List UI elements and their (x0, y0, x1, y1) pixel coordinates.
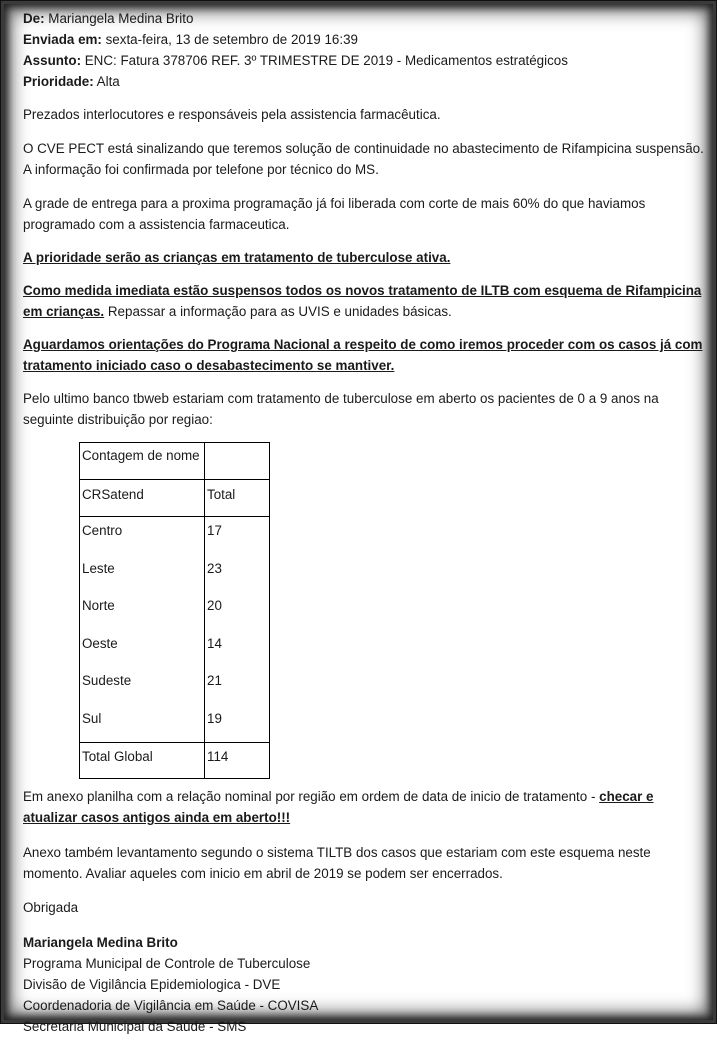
total-cell: 21 (205, 667, 270, 705)
paragraph-tiltb: Anexo também levantamento segundo o sistema TILTB dos casos que estariam com este esquema neste momento. Avaliar aqueles com inicio em abril de 2019 se podem ser encerrados. (23, 845, 651, 881)
suspension-bold: Como medida imediata estão suspensos todos os novos tratamento de ILTB com esquema de Rifampicina em crianças. (23, 283, 702, 319)
sent-line (23, 29, 705, 50)
from-label: De: (23, 11, 45, 26)
total-label: Total Global (80, 743, 205, 779)
total-cell: 20 (205, 592, 270, 630)
region-cell: Centro (80, 517, 205, 555)
region-cell: Norte (80, 592, 205, 630)
greeting: Prezados interlocutores e responsáveis pela assistencia farmacêutica. (23, 107, 441, 122)
table-total-row (80, 743, 270, 779)
table-row (80, 517, 270, 555)
paragraph-suspension (23, 280, 705, 322)
signature-line: Secretaria Municipal da Saúde - SMS (23, 1019, 247, 1034)
signature-line: Programa Municipal de Controle de Tuberculose (23, 956, 311, 971)
table-title: Contagem de nome (80, 443, 205, 480)
column-header-total: Total (205, 480, 270, 517)
paragraph-priority: A prioridade serão as crianças em tratamento de tuberculose ativa. (23, 250, 451, 265)
paragraph-awaiting: Aguardamos orientações do Programa Nacional a respeito de como iremos proceder com os casos já com tratamento iniciado caso o desabastecimento se mantiver. (23, 337, 703, 373)
region-cell: Sudeste (80, 667, 205, 705)
table-title-row (80, 443, 270, 480)
sent-label: Enviada em: (23, 32, 102, 47)
priority-value: Alta (93, 74, 120, 89)
total-value: 114 (205, 743, 270, 779)
total-cell: 14 (205, 630, 270, 668)
from-value: Mariangela Medina Brito (44, 11, 194, 26)
closing: Obrigada (23, 900, 79, 915)
table-row (80, 592, 270, 630)
paragraph-continuity: O CVE PECT está sinalizando que teremos solução de continuidade no abastecimento de Rifampicina suspensão. A informação foi confirmada por telefone por técnico do MS. (23, 141, 704, 177)
region-cell: Oeste (80, 630, 205, 668)
table-title-blank (205, 443, 270, 480)
region-table (79, 442, 270, 779)
attachment-text: Em anexo planilha com a relação nominal por região em ordem de data de inicio de tratamento - (23, 789, 600, 804)
paragraph-attachment (23, 786, 705, 828)
paragraph-distribution: Pelo ultimo banco tbweb estariam com tratamento de tuberculose em aberto os pacientes de 0 a 9 anos na seguinte distribuição por regiao: (23, 391, 659, 427)
subject-value: ENC: Fatura 378706 REF. 3º TRIMESTRE DE 2019 - Medicamentos estratégicos (81, 53, 568, 68)
total-cell: 17 (205, 517, 270, 555)
paragraph-delivery: A grade de entrega para a proxima programação já foi liberada com corte de mais 60% do que haviamos programado com a assistencia farmaceutica. (23, 196, 646, 232)
total-cell: 19 (205, 705, 270, 743)
suspension-rest: Repassar a informação para as UVIS e unidades básicas. (104, 304, 452, 319)
signature-line: Divisão de Vigilância Epidemiologica - DVE (23, 977, 281, 992)
signature-name: Mariangela Medina Brito (23, 935, 178, 950)
column-header-region: CRSatend (80, 480, 205, 517)
region-cell: Sul (80, 705, 205, 743)
table-row (80, 630, 270, 668)
email-document (23, 8, 705, 1037)
email-header (23, 8, 705, 92)
sent-value: sexta-feira, 13 de setembro de 2019 16:39 (101, 32, 358, 47)
subject-line (23, 50, 705, 71)
signature-block (23, 932, 705, 1037)
table-header-row (80, 480, 270, 517)
table-row (80, 555, 270, 593)
attachment-emphasis: checar e atualizar casos antigos ainda em aberto!!! (23, 789, 654, 825)
subject-label: Assunto: (23, 53, 82, 68)
from-line (23, 8, 705, 29)
region-cell: Leste (80, 555, 205, 593)
table-row (80, 705, 270, 743)
total-cell: 23 (205, 555, 270, 593)
priority-line (23, 71, 705, 92)
signature-line: Coordenadoria de Vigilância em Saúde - COVISA (23, 998, 319, 1013)
priority-label: Prioridade: (23, 74, 94, 89)
table-row (80, 667, 270, 705)
